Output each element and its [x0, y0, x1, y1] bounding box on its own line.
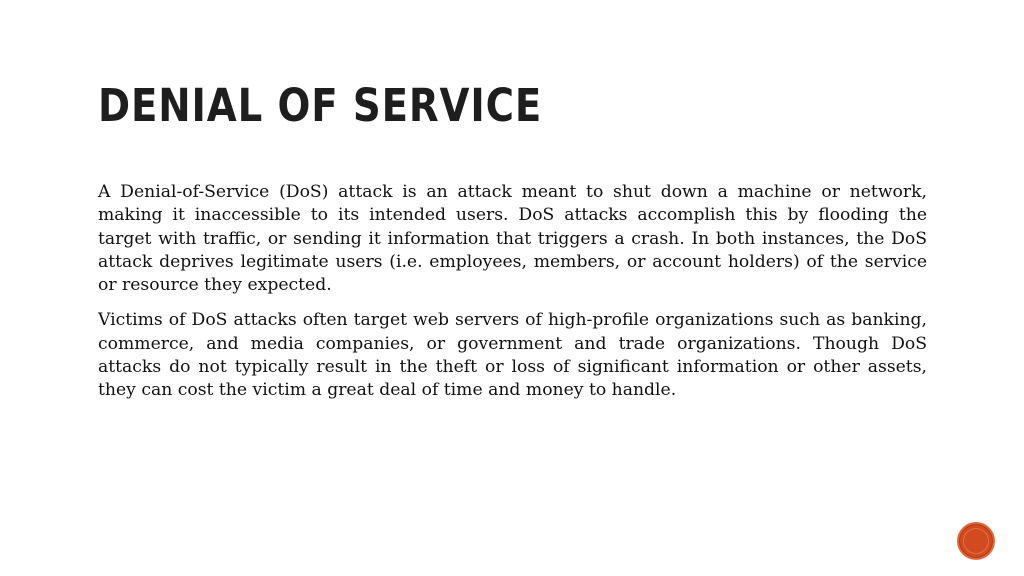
slide-body: [98, 181, 927, 415]
slide-title: DENIAL OF SERVICE: [98, 79, 543, 132]
slide-number-badge-icon: [957, 522, 995, 560]
body-paragraph-1: A Denial-of-Service (DoS) attack is an attack meant to shut down a machine or network, making it inaccessible to its intended users. DoS attacks accomplish this by flooding the target with traffic, or sending it information that triggers a crash. In both instances, the DoS attack deprives legitimate users (i.e. employees, members, or account holders) of the service or resource they expected.: [98, 182, 927, 296]
body-paragraph-2: Victims of DoS attacks often target web servers of high-profile organizations such as banking, commerce, and media companies, or government and trade organizations. Though DoS attacks do not typically result in the theft or loss of significant information or other assets, they can cost the victim a great deal of time and money to handle.: [98, 310, 927, 401]
